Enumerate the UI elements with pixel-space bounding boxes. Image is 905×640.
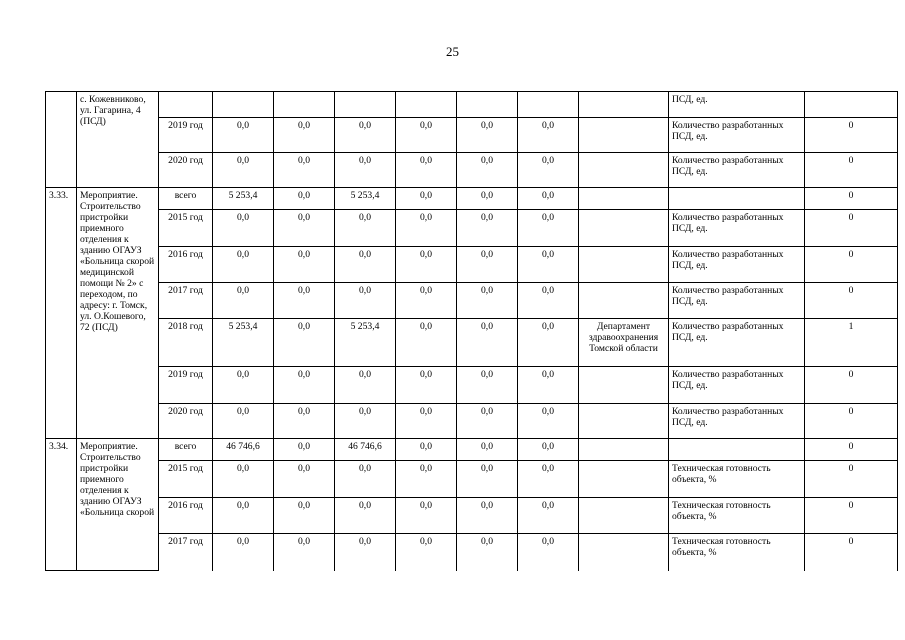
page-number: 25	[446, 44, 459, 59]
table-row	[46, 283, 898, 319]
value-cell: 0,0	[396, 498, 457, 534]
value-cell: 0,0	[274, 367, 335, 404]
table-row	[46, 498, 898, 534]
value-cell: 5 253,4	[213, 319, 274, 367]
value-cell: 0,0	[457, 283, 518, 319]
value-cell: 0,0	[213, 534, 274, 571]
responsible-org-cell	[579, 153, 669, 188]
value-cell: 0,0	[274, 461, 335, 498]
value-cell: 0,0	[274, 118, 335, 153]
responsible-org-cell	[579, 188, 669, 210]
value-cell: 0,0	[274, 247, 335, 283]
responsible-org-cell	[579, 534, 669, 571]
value-cell: 0,0	[335, 367, 396, 404]
value-cell: 0,0	[396, 247, 457, 283]
value-cell: 46 746,6	[335, 439, 396, 461]
value-cell: 0,0	[457, 153, 518, 188]
value-cell: 0,0	[518, 367, 579, 404]
value-cell: 0,0	[213, 283, 274, 319]
indicator-cell: Техническая готовность объекта, %	[669, 461, 805, 498]
value-cell: 0,0	[518, 283, 579, 319]
value-cell: 0,0	[457, 247, 518, 283]
target-value-cell: 0	[805, 153, 898, 188]
value-cell: 0,0	[457, 461, 518, 498]
value-cell: 0,0	[335, 153, 396, 188]
value-cell: 0,0	[518, 247, 579, 283]
value-cell: 0,0	[396, 367, 457, 404]
responsible-org-cell	[579, 404, 669, 439]
table-row	[46, 319, 898, 367]
responsible-org-cell	[579, 247, 669, 283]
target-value-cell	[805, 92, 898, 118]
value-cell: 0,0	[457, 534, 518, 571]
year-cell: 2017 год	[159, 534, 213, 571]
value-cell	[213, 92, 274, 118]
value-cell: 0,0	[457, 118, 518, 153]
value-cell: 0,0	[274, 210, 335, 247]
table-row	[46, 461, 898, 498]
program-table	[45, 91, 898, 571]
target-value-cell: 0	[805, 498, 898, 534]
table-row	[46, 439, 898, 461]
value-cell: 0,0	[396, 404, 457, 439]
table-row	[46, 118, 898, 153]
responsible-org-cell	[579, 367, 669, 404]
year-cell: всего	[159, 188, 213, 210]
responsible-org-cell	[579, 461, 669, 498]
target-value-cell: 0	[805, 439, 898, 461]
value-cell	[335, 92, 396, 118]
table-row	[46, 153, 898, 188]
item-number: 3.34.	[46, 439, 77, 571]
value-cell: 0,0	[457, 319, 518, 367]
year-cell: 2017 год	[159, 283, 213, 319]
value-cell: 0,0	[396, 283, 457, 319]
table-row	[46, 247, 898, 283]
target-value-cell: 0	[805, 118, 898, 153]
value-cell: 0,0	[213, 210, 274, 247]
value-cell: 0,0	[213, 367, 274, 404]
indicator-cell: Количество разработанных ПСД, ед.	[669, 319, 805, 367]
value-cell: 0,0	[274, 404, 335, 439]
value-cell: 5 253,4	[335, 319, 396, 367]
value-cell: 0,0	[274, 498, 335, 534]
responsible-org-cell	[579, 210, 669, 247]
target-value-cell: 0	[805, 247, 898, 283]
indicator-cell: Количество разработанных ПСД, ед.	[669, 247, 805, 283]
table-row	[46, 92, 898, 118]
item-title: с. Кожевниково, ул. Гагарина, 4 (ПСД)	[77, 92, 159, 188]
target-value-cell: 0	[805, 534, 898, 571]
value-cell: 0,0	[518, 153, 579, 188]
target-value-cell: 0	[805, 188, 898, 210]
item-number: 3.33.	[46, 188, 77, 439]
value-cell: 0,0	[457, 367, 518, 404]
value-cell	[518, 92, 579, 118]
value-cell	[396, 92, 457, 118]
responsible-org-cell	[579, 498, 669, 534]
value-cell: 0,0	[457, 404, 518, 439]
value-cell: 0,0	[518, 534, 579, 571]
target-value-cell: 0	[805, 404, 898, 439]
target-value-cell: 0	[805, 367, 898, 404]
value-cell: 0,0	[518, 461, 579, 498]
value-cell: 0,0	[518, 188, 579, 210]
value-cell: 0,0	[274, 153, 335, 188]
value-cell: 0,0	[518, 498, 579, 534]
year-cell: 2015 год	[159, 210, 213, 247]
indicator-cell: Количество разработанных ПСД, ед.	[669, 118, 805, 153]
responsible-org-cell: Департамент здравоохранения Томской области	[579, 319, 669, 367]
indicator-cell: Количество разработанных ПСД, ед.	[669, 283, 805, 319]
value-cell: 0,0	[518, 404, 579, 439]
value-cell: 0,0	[396, 534, 457, 571]
indicator-cell: Техническая готовность объекта, %	[669, 534, 805, 571]
value-cell: 0,0	[396, 439, 457, 461]
value-cell: 0,0	[396, 118, 457, 153]
value-cell: 0,0	[335, 247, 396, 283]
value-cell: 0,0	[457, 210, 518, 247]
responsible-org-cell	[579, 92, 669, 118]
value-cell: 0,0	[274, 319, 335, 367]
value-cell: 0,0	[213, 404, 274, 439]
indicator-cell: Количество разработанных ПСД, ед.	[669, 153, 805, 188]
table-row	[46, 367, 898, 404]
item-title: Мероприятие. Строительство пристройки приемного отделения к зданию ОГАУЗ «Больница скорой	[77, 439, 159, 571]
year-cell: 2016 год	[159, 498, 213, 534]
value-cell	[274, 92, 335, 118]
indicator-cell: ПСД, ед.	[669, 92, 805, 118]
indicator-cell: Количество разработанных ПСД, ед.	[669, 404, 805, 439]
target-value-cell: 0	[805, 283, 898, 319]
year-cell	[159, 92, 213, 118]
year-cell: всего	[159, 439, 213, 461]
value-cell: 0,0	[518, 319, 579, 367]
responsible-org-cell	[579, 283, 669, 319]
target-value-cell: 0	[805, 210, 898, 247]
year-cell: 2019 год	[159, 118, 213, 153]
item-number	[46, 92, 77, 188]
value-cell: 0,0	[518, 439, 579, 461]
value-cell: 0,0	[213, 118, 274, 153]
target-value-cell: 0	[805, 461, 898, 498]
value-cell: 0,0	[213, 153, 274, 188]
value-cell: 0,0	[274, 188, 335, 210]
table-row	[46, 188, 898, 210]
value-cell: 0,0	[274, 534, 335, 571]
year-cell: 2020 год	[159, 404, 213, 439]
year-cell: 2016 год	[159, 247, 213, 283]
table-row	[46, 210, 898, 247]
value-cell: 0,0	[335, 283, 396, 319]
value-cell: 0,0	[274, 439, 335, 461]
year-cell: 2015 год	[159, 461, 213, 498]
responsible-org-cell	[579, 118, 669, 153]
item-title: Мероприятие. Строительство пристройки приемного отделения к зданию ОГАУЗ «Больница скорой медицинской помощи № 2» с переходом, по адресу: г. Томск, ул. О.Кошевого, 72 (ПСД)	[77, 188, 159, 439]
value-cell: 0,0	[396, 188, 457, 210]
value-cell: 0,0	[518, 210, 579, 247]
table-row	[46, 534, 898, 571]
table-row	[46, 404, 898, 439]
value-cell: 0,0	[213, 461, 274, 498]
responsible-org-cell	[579, 439, 669, 461]
value-cell: 46 746,6	[213, 439, 274, 461]
value-cell: 0,0	[213, 498, 274, 534]
year-cell: 2018 год	[159, 319, 213, 367]
value-cell	[457, 92, 518, 118]
indicator-cell: Количество разработанных ПСД, ед.	[669, 367, 805, 404]
value-cell: 0,0	[335, 118, 396, 153]
value-cell: 0,0	[335, 498, 396, 534]
value-cell: 0,0	[457, 439, 518, 461]
value-cell: 0,0	[335, 404, 396, 439]
indicator-cell	[669, 188, 805, 210]
value-cell: 0,0	[335, 534, 396, 571]
value-cell: 0,0	[396, 461, 457, 498]
value-cell: 0,0	[213, 247, 274, 283]
value-cell: 0,0	[518, 118, 579, 153]
value-cell: 0,0	[457, 498, 518, 534]
year-cell: 2020 год	[159, 153, 213, 188]
year-cell: 2019 год	[159, 367, 213, 404]
value-cell: 0,0	[274, 283, 335, 319]
value-cell: 0,0	[396, 210, 457, 247]
value-cell: 5 253,4	[213, 188, 274, 210]
value-cell: 0,0	[457, 188, 518, 210]
indicator-cell: Техническая готовность объекта, %	[669, 498, 805, 534]
target-value-cell: 1	[805, 319, 898, 367]
value-cell: 0,0	[396, 319, 457, 367]
indicator-cell	[669, 439, 805, 461]
value-cell: 0,0	[396, 153, 457, 188]
value-cell: 0,0	[335, 210, 396, 247]
value-cell: 0,0	[335, 461, 396, 498]
value-cell: 5 253,4	[335, 188, 396, 210]
indicator-cell: Количество разработанных ПСД, ед.	[669, 210, 805, 247]
